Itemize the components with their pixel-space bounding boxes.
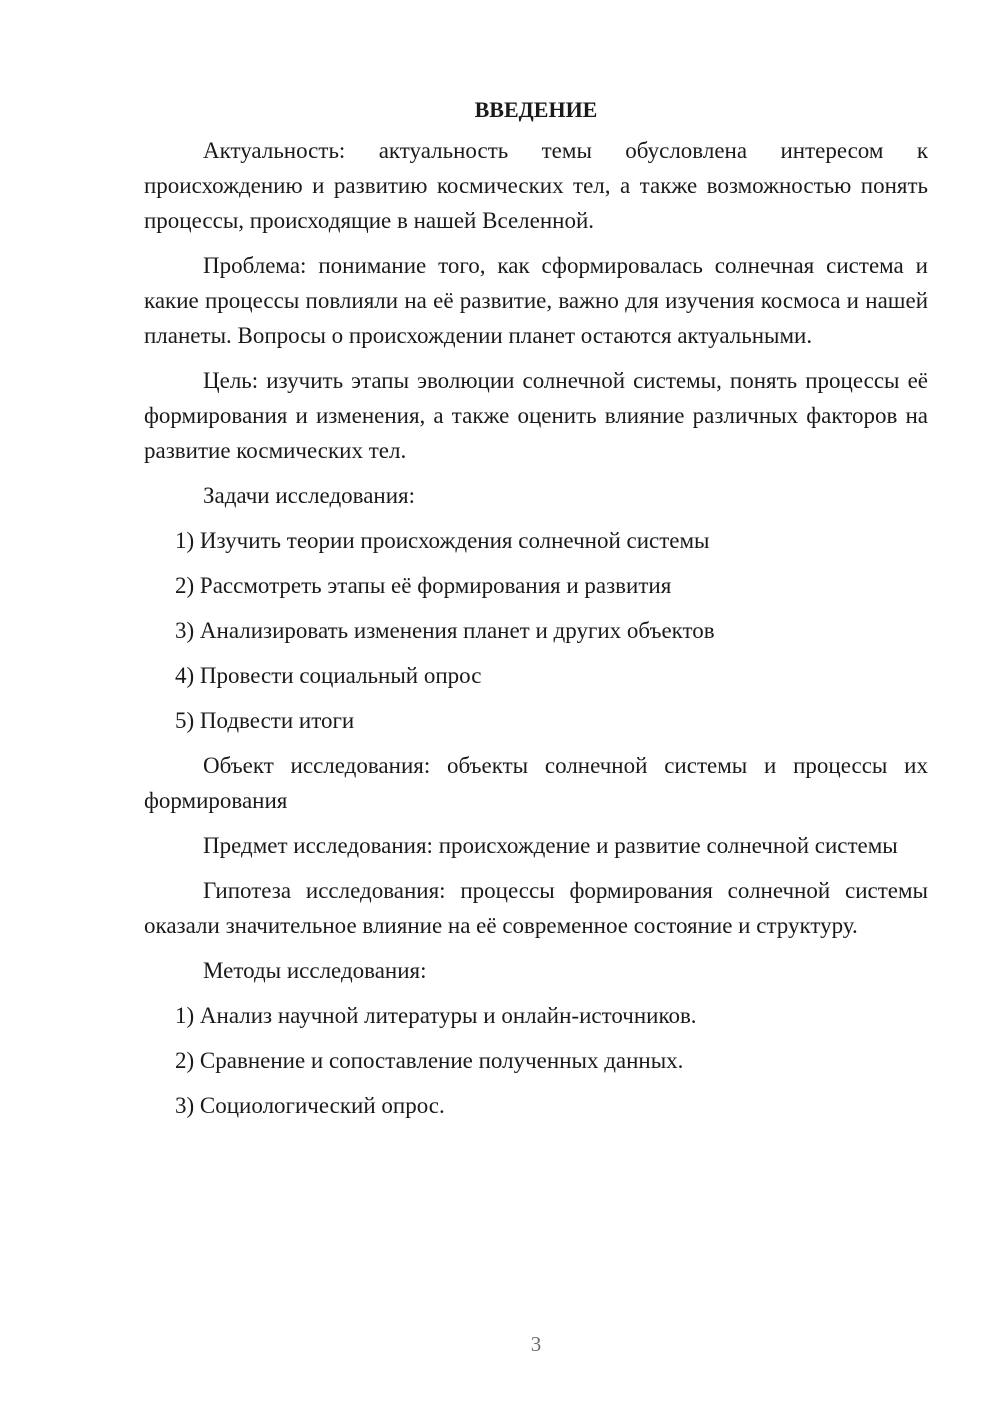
relevance-paragraph: Актуальность: актуальность темы обусловлена интересом к происхождению и развитию космических тел, а также возможностью понять процессы, происходящие в нашей Вселенной.: [144, 138, 928, 233]
task-item-5: 5) Подвести итоги: [175, 708, 355, 733]
hypothesis-paragraph: Гипотеза исследования: процессы формирования солнечной системы оказали значительное влияние на её современное состояние и структуру.: [144, 878, 928, 938]
methods-label: Методы исследования:: [203, 958, 427, 983]
subject-paragraph: Предмет исследования: происхождение и развитие солнечной системы: [203, 833, 898, 858]
document-page: [144, 92, 928, 1133]
task-item-1: 1) Изучить теории происхождения солнечной системы: [175, 528, 710, 553]
problem-paragraph: Проблема: понимание того, как сформировалась солнечная система и какие процессы повлияли на её развитие, важно для изучения космоса и нашей планеты. Вопросы о происхождении планет остаются актуальными.: [144, 253, 928, 348]
object-paragraph: Объект исследования: объекты солнечной системы и процессы их формирования: [144, 753, 928, 813]
page-number: 3: [530, 1332, 542, 1356]
task-item-2: 2) Рассмотреть этапы её формирования и развития: [175, 573, 672, 598]
method-item-2: 2) Сравнение и сопоставление полученных данных.: [175, 1048, 684, 1073]
tasks-label: Задачи исследования:: [203, 483, 416, 508]
task-item-4: 4) Провести социальный опрос: [175, 663, 482, 688]
task-item-3: 3) Анализировать изменения планет и других объектов: [175, 618, 715, 643]
tasks-list: [144, 523, 928, 738]
goal-paragraph: Цель: изучить этапы эволюции солнечной системы, понять процессы её формирования и изменения, а также оценить влияние различных факторов на развитие космических тел.: [144, 368, 928, 463]
method-item-3: 3) Социологический опрос.: [175, 1093, 445, 1118]
method-item-1: 1) Анализ научной литературы и онлайн-источников.: [175, 1003, 697, 1028]
section-heading: ВВЕДЕНИЕ: [474, 97, 598, 122]
methods-list: [144, 998, 928, 1123]
